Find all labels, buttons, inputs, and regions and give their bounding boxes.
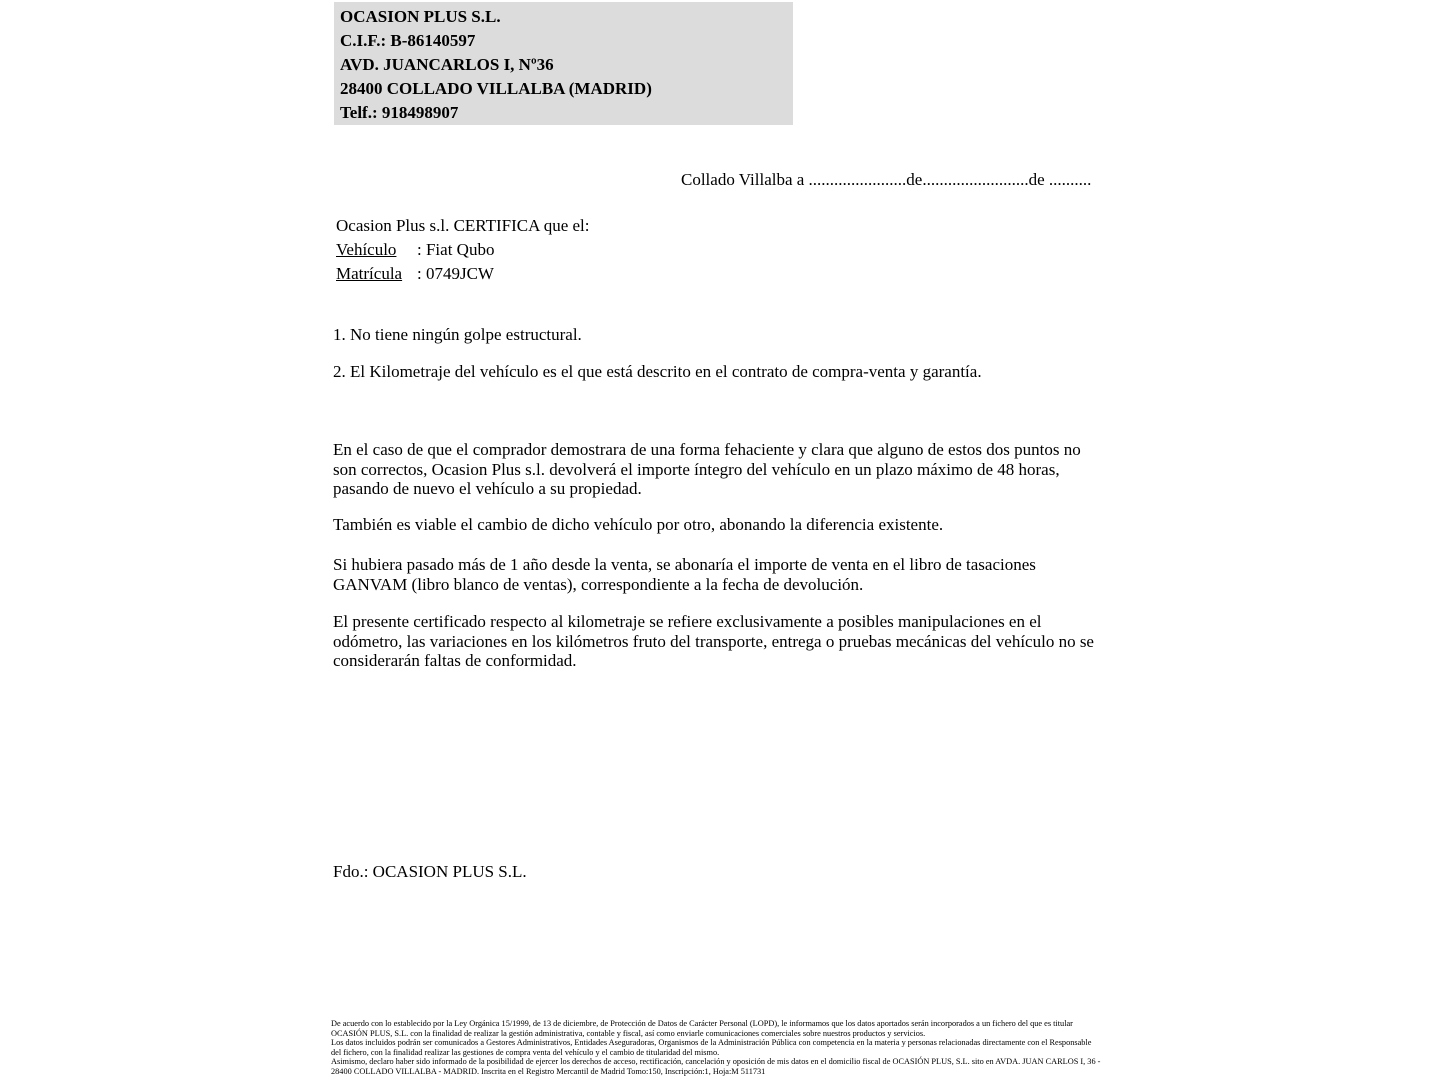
vehicle-value: : Fiat Qubo: [417, 240, 495, 259]
legal-footer-paragraph-data-sharing: Los datos incluidos podrán ser comunicados a Gestores Administrativos, Entidades Aseguradoras, Organismos de la Administración Pública con competencia en la materia y personas relacionadas directamente con el Responsable del fichero, con la finalidad realizar las gestiones de compra venta del vehículo y el cambio de titularidad del mismo.: [331, 1038, 1092, 1057]
certified-point-2: 2. El Kilometraje del vehículo es el que está descrito en el contrato de compra-venta y garantía.: [333, 362, 982, 381]
company-city: 28400 COLLADO VILLALBA (MADRID): [340, 79, 652, 98]
certified-point-1: 1. No tiene ningún golpe estructural.: [333, 325, 582, 344]
plate-value: : 0749JCW: [417, 264, 494, 283]
legal-footer: [331, 1019, 1103, 1077]
certification-block: [336, 214, 590, 286]
company-phone: Telf.: 918498907: [340, 103, 459, 122]
plate-label: Matrícula: [336, 264, 403, 283]
plate-field: [336, 262, 590, 286]
legal-footer-paragraph-rights: Asimismo, declaro haber sido informado de la posibilidad de ejercer los derechos de acceso, rectificación, cancelación y oposición de mis datos en el domicilio fiscal de OCASIÓN PLUS, S.L. sito en AVDA. JUAN CARLOS I, 36 - 28400 COLLADO VILLALBA - MADRID. Inscrita en el Registro Mercantil de Madrid Tomo:150, Inscripción:1, Hoja:M 511731: [331, 1057, 1101, 1076]
company-header-block: [334, 2, 793, 125]
company-cif: C.I.F.: B-86140597: [340, 31, 476, 50]
vehicle-label: Vehículo: [336, 240, 397, 259]
vehicle-field: [336, 238, 590, 262]
body-paragraph-refund: En el caso de que el comprador demostrara de una forma fehaciente y clara que alguno de estos dos puntos no son correctos, Ocasion Plus s.l. devolverá el importe íntegro del vehículo en un plazo máximo de 48 horas, pasando de nuevo el vehículo a su propiedad.: [333, 440, 1081, 498]
certification-intro: Ocasion Plus s.l. CERTIFICA que el:: [336, 216, 590, 235]
company-name: OCASION PLUS S.L.: [340, 7, 501, 26]
company-address: AVD. JUANCARLOS I, Nº36: [340, 55, 554, 74]
legal-footer-paragraph-lopd: De acuerdo con lo establecido por la Ley Orgánica 15/1999, de 13 de diciembre, de Protección de Datos de Carácter Personal (LOPD), le informamos que los datos aportados serán incorporados a un fichero del que es titular OCASIÓN PLUS, S.L. con la finalidad de realizar la gestión administrativa, contable y fiscal, así como enviarle comunicaciones comerciales sobre nuestros productos y servicios.: [331, 1019, 1073, 1038]
body-paragraph-odometer: El presente certificado respecto al kilometraje se refiere exclusivamente a posibles manipulaciones en el odómetro, las variaciones en los kilómetros fruto del transporte, entrega o pruebas mecánicas del vehículo no se considerarán faltas de conformidad.: [333, 612, 1094, 670]
body-paragraph-exchange: También es viable el cambio de dicho vehículo por otro, abonando la diferencia existente.: [333, 515, 944, 534]
body-paragraph-ganvam: Si hubiera pasado más de 1 año desde la venta, se abonaría el importe de venta en el libro de tasaciones GANVAM (libro blanco de ventas), correspondiente a la fecha de devolución.: [333, 555, 1036, 594]
signature-line: Fdo.: OCASION PLUS S.L.: [333, 862, 527, 881]
date-line: Collado Villalba a .......................de.........................de ..........: [681, 170, 1092, 189]
